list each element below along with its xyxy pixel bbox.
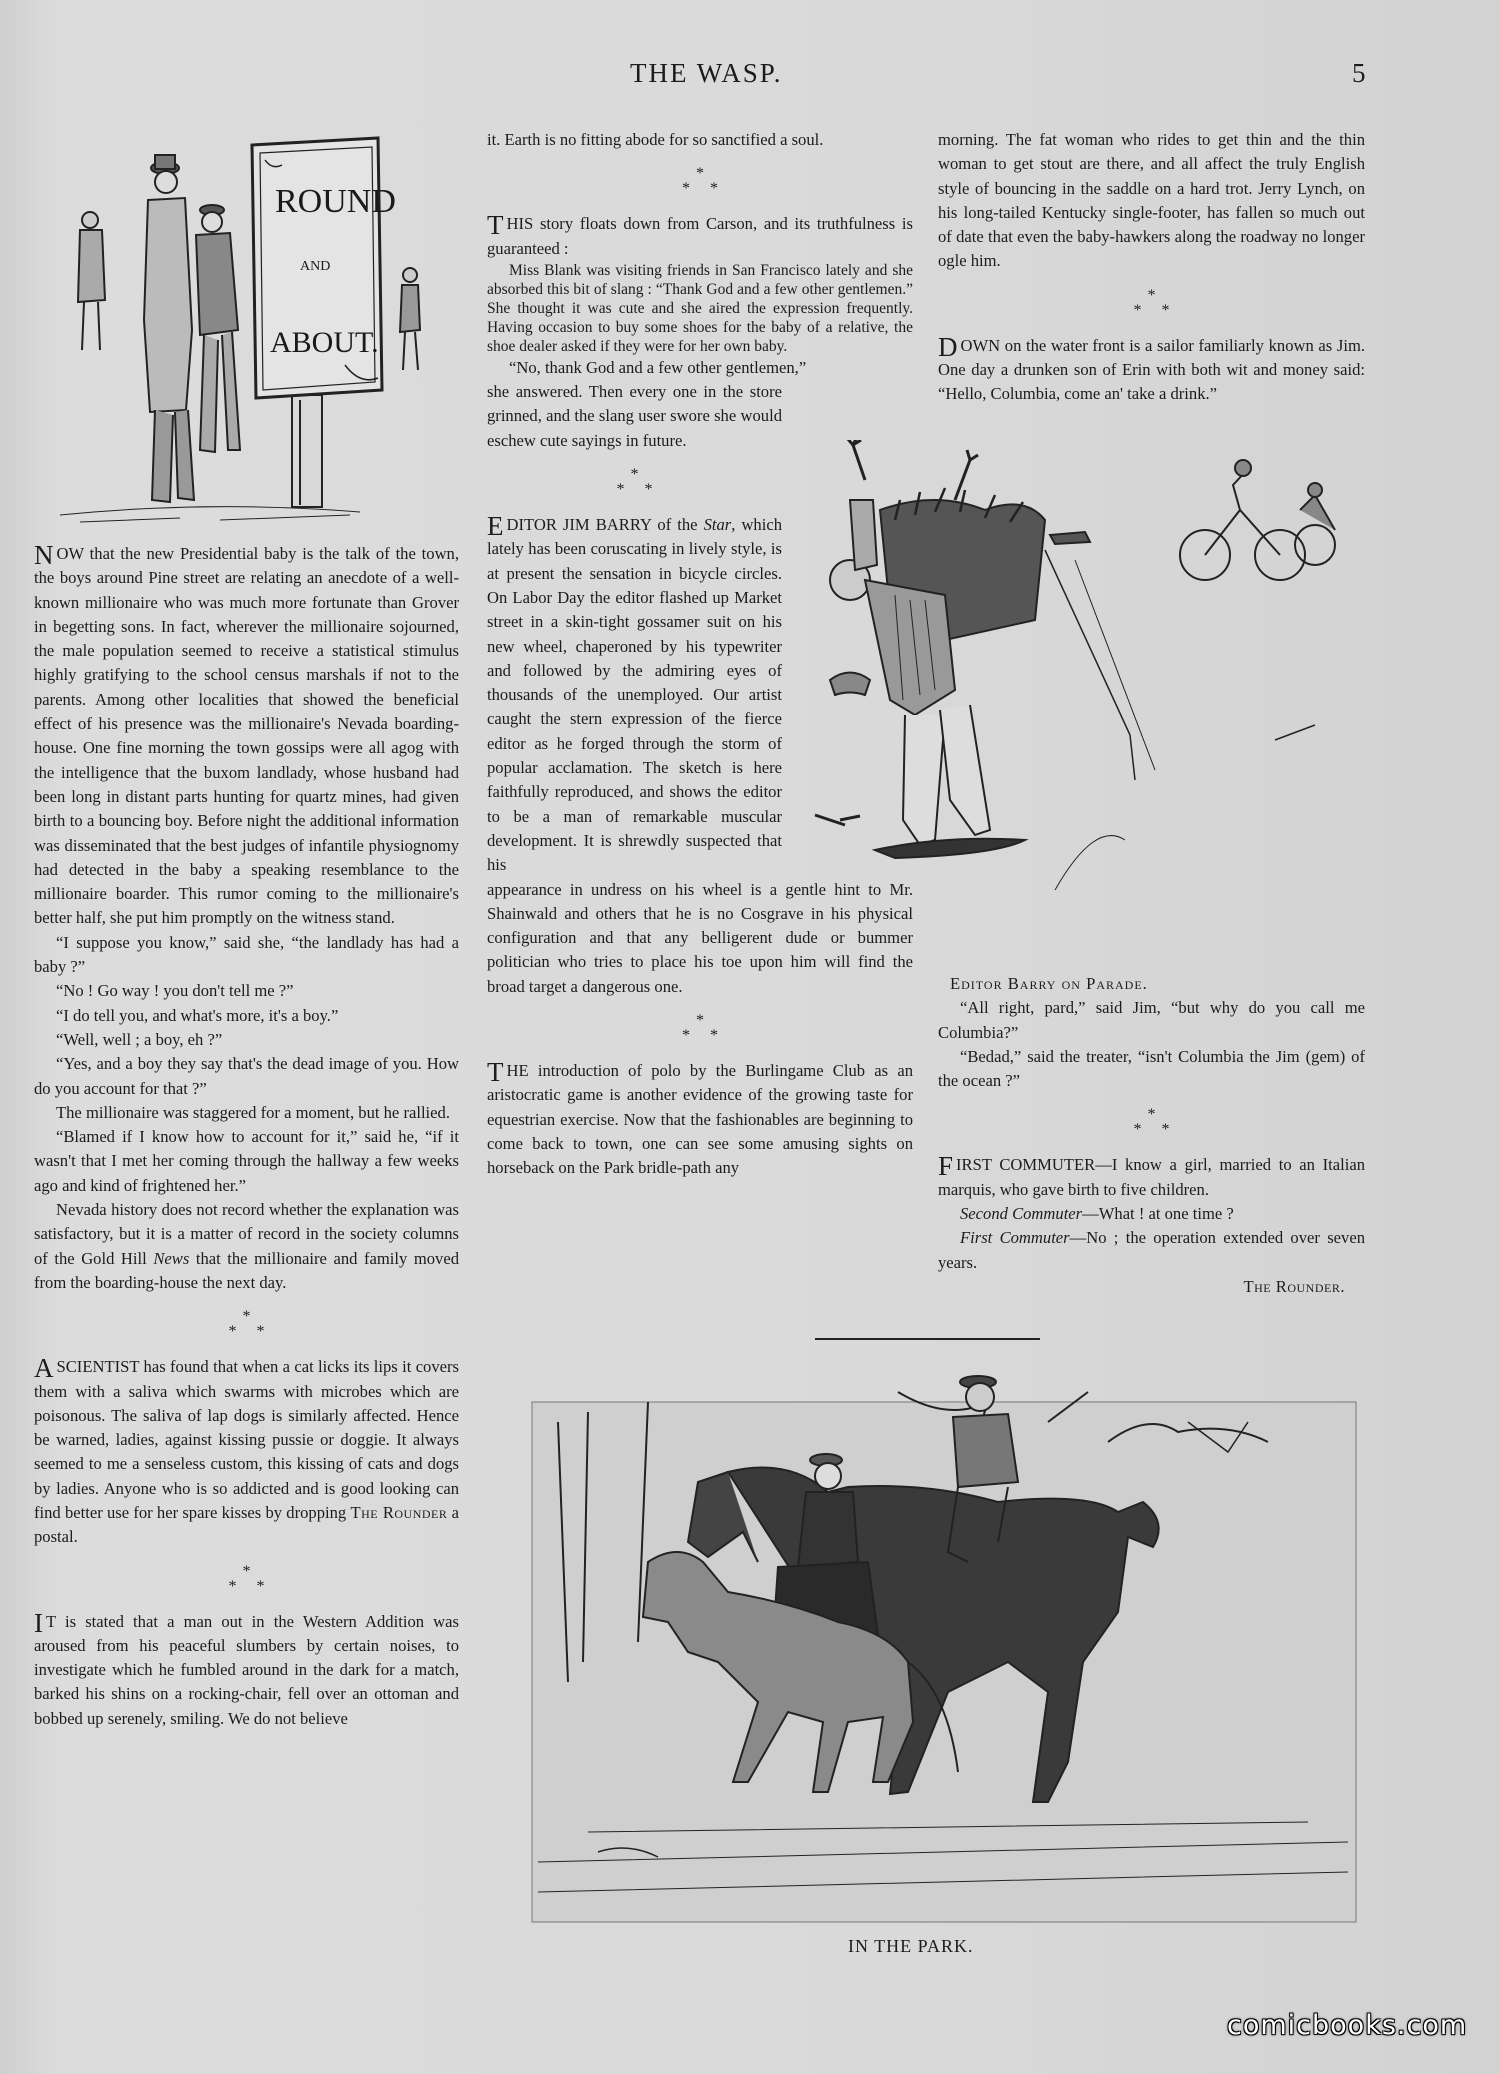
divider-rule — [815, 1338, 1040, 1340]
column-1 — [34, 542, 459, 1731]
park-caption: IN THE PARK. — [848, 1936, 974, 1956]
signature: The Rounder. — [1243, 1276, 1345, 1296]
section-break-stars: * * * — [228, 1562, 265, 1595]
dialogue-line: “I do tell you, and what's more, it's a boy.” — [56, 1005, 339, 1025]
page-number: 5 — [1352, 58, 1366, 88]
section-break-stars: * * * — [1133, 286, 1170, 319]
article-presidential-baby: NOW that the new Presidential baby is the talk of the town, the boys around Pine street are relating an anecdote of a well-known millionaire who was much more fortunate than Grover in begetting sons. In fact, wherever the millionaire sojourned, the male population seemed to receive a statistical stimulus highly gratifying to the school census marshals if not to the parents. Among other localities that showed the beneficial effect of his presence was the millionaire's Nevada boarding-house. One fine morning the town gossips were all agog with the intelligence that the buxom landlady, whose husband had been long in distant parts hunting for quartz mines, had given birth to a bouncing boy. Before night the additional information was disseminated that the best judges of infantile physiognomy had detected in the baby a speaking resemblance to the millionaire boarder. This rumor coming to the millionaire's better half, she put him promptly on the witness stand. — [34, 540, 459, 928]
dialogue-line: “Well, well ; a boy, eh ?” — [56, 1029, 223, 1049]
paragraph: it. Earth is no fitting abode for so sanctified a soul. — [487, 130, 824, 149]
article-scientist: A SCIENTIST has found that when a cat licks its lips it covers them with a saliva which swarms with microbes which are poisonous. The saliva of lap dogs is similarly affected. Hence be warned, ladies, against kissing pussie or doggie. It always seemed to me a senseless custom, this kissing of cats and dogs by ladies. Anyone who is so addicted and is good looking can find better use for her spare kisses by dropping The Rounder a postal. — [34, 1353, 459, 1547]
paragraph: she answered. Then every one in the store grinned, and the slang user swore she would eschew cute sayings in future. — [487, 382, 782, 450]
article-western-addition: I T is stated that a man out in the Western Addition was aroused from his peaceful slumbers by certain noises, to investigate which he fumbled around in the dark for a match, barked his shins on a rocking-chair, fell over an ottoman and bobbed up serenely, smiling. We do not believe — [34, 1607, 459, 1728]
dialogue-line: “No, thank God and a few other gentlemen,” — [509, 357, 807, 377]
article-commuters: FIRST COMMUTER—I know a girl, married to an Italian marquis, who gave birth to five children. — [938, 1151, 1365, 1199]
dialogue-line: “Yes, and a boy they say that's the dead image of you. How do you account for that ?” — [34, 1054, 459, 1098]
article-polo: THE introduction of polo by the Burlingame Club as an aristocratic game is another evidence of the growing taste for equestrian exercise. Now that the fashionables are beginning to come back to town, one can see some amusing sights on horseback on the Park bridle-path any — [487, 1057, 913, 1178]
paragraph: The millionaire was staggered for a moment, but he rallied. — [56, 1102, 450, 1122]
paragraph: morning. The fat woman who rides to get thin and the thin woman to get stout are there, and all affect the truly English style of bouncing in the saddle on a hard trot. Jerry Lynch, on his long-tailed Kentucky single-footer, has fallen so much out of date that even the baby-hawkers along the roadway no longer ogle him. — [938, 130, 1365, 271]
masthead: THE WASP. — [630, 58, 783, 88]
section-break-stars: * * * — [616, 466, 653, 499]
illustration-caption: Editor Barry on Parade. — [950, 974, 1148, 993]
section-break-stars: * * * — [682, 165, 718, 198]
paragraph: Miss Blank was visiting friends in San Francisco lately and she absorbed this bit of slang : “Thank God and a few other gentlemen.” She thought it was cute and she aired the expression frequently. Having occasion to buy some shoes for the baby of a relative, the shoe dealer asked if they were for her own baby. — [487, 261, 913, 355]
in-the-park-illustration — [528, 1362, 1360, 1932]
editor-barry-illustration — [795, 440, 1380, 965]
running-head — [0, 58, 1500, 98]
section-break-stars: * * * — [1133, 1106, 1170, 1139]
dialogue-line: Second Commuter—What ! at one time ? — [960, 1204, 1234, 1224]
dialogue-line: “Bedad,” said the treater, “isn't Columbia the Jim (gem) of the ocean ?” — [938, 1046, 1365, 1091]
sign-about: ABOUT. — [270, 326, 379, 359]
section-break-stars: * * * — [682, 1012, 718, 1045]
sign-round: ROUND — [275, 183, 396, 220]
dialogue-line: First Commuter—No ; the operation extended over seven years. — [938, 1228, 1365, 1272]
article-carson-story: THIS story floats down from Carson, and its truthfulness is guaranteed : — [487, 210, 913, 258]
paragraph: Nevada history does not record whether the explanation was satisfactory, but it is a matter of record in the society columns of the Gold Hill News that the millionaire and family moved from the boarding-house the next day. — [34, 1200, 459, 1292]
dialogue-line: “I suppose you know,” said she, “the landlady has had a baby ?” — [34, 932, 459, 977]
column-3 — [938, 128, 1365, 407]
sign-and: AND — [300, 259, 331, 274]
section-break-stars: * * * — [228, 1308, 265, 1341]
article-editor-barry: EDITOR JIM BARRY of the Star, which lately has been coruscating in lively style, is at present the sensation in bicycle circles. On Labor Day the editor flashed up Market street in a skin-tight gossamer suit on his new wheel, chaperoned by his typewriter and followed by the admiring eyes of thousands of the unemployed. Our artist caught the stern expression of the fierce editor as he forged through the storm of popular acclamation. The sketch is here faithfully reproduced, and shows the editor to be a man of remarkable muscular development. It is shrewdly suspected that his — [487, 511, 782, 875]
paragraph: appearance in undress on his wheel is a gentle hint to Mr. Shainwald and others that he is no Cosgrave in his physical configuration and that any belligerent dude or bummer politician who tries to place his toe upon him will find the broad target a dangerous one. — [487, 879, 913, 996]
dialogue-line: “No ! Go way ! you don't tell me ?” — [56, 981, 294, 1001]
dialogue-line: “All right, pard,” said Jim, “but why do you call me Columbia?” — [938, 998, 1365, 1042]
dialogue-line: “Blamed if I know how to account for it,” said he, “if it wasn't that I met her coming through the hallway a few weeks ago and kind of frightened her.” — [34, 1127, 459, 1195]
watermark: comicbooks.com — [1227, 2010, 1468, 2041]
article-sailor-jim: DOWN on the water front is a sailor familiarly known as Jim. One day a drunken son of Erin with both wit and money said: “Hello, Columbia, come an' take a drink.” — [938, 331, 1365, 404]
round-and-about-illustration — [60, 120, 440, 530]
column-3-lower — [938, 972, 1365, 1299]
